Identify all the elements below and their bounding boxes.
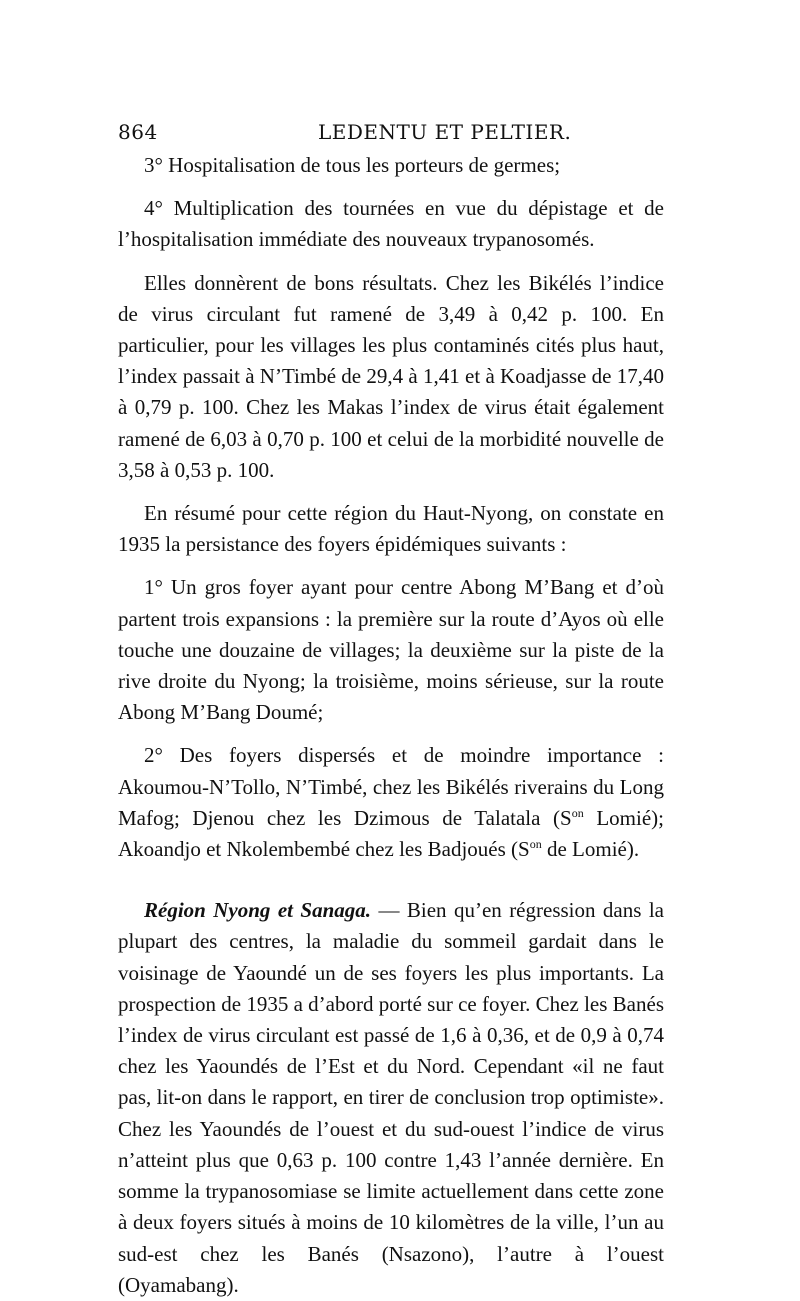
paragraph-resultats: Elles donnèrent de bons résultats. Chez les Bikélés l’indice de virus circulant fut ramené de 3,49 à 0,42 p. 100. En particulier, pour les villages les plus contaminés cités plus haut, l’index passait à N’Timbé de 29,4 à 1,41 et à Koadjasse de 17,40 à 0,79 p. 100. Chez les Makas l’index de virus était également ramené de 6,03 à 0,70 p. 100 et celui de la morbidité nouvelle de 3,58 à 0,53 p. 100. (118, 270, 664, 482)
body-text (118, 150, 664, 1301)
running-head (118, 120, 638, 150)
paragraph-multiplication: 4° Multiplication des tournées en vue du dépistage et de l’hospitalisation immédiate des nouveaux trypanosomés. (118, 196, 664, 252)
superscript: on (571, 805, 584, 820)
paragraph-resume: En résumé pour cette région du Haut-Nyong, on constate en 1935 la persistance des foyers épidémiques suivants : (118, 501, 664, 557)
superscript: on (529, 837, 542, 852)
page-number: 864 (118, 120, 158, 144)
paragraph-nyong-sanaga (118, 895, 664, 1301)
paragraph-gros-foyer: 1° Un gros foyer ayant pour centre Abong M’Bang et d’où partent trois expansions : la première sur la route d’Ayos où elle touche une douzaine de villages; la deuxième sur la piste de la rive droite du Nyong; la troisième, moins sérieuse, sur la route Abong M’Bang Doumé; (118, 575, 664, 725)
running-title: LEDENTU ET PELTIER. (318, 120, 572, 144)
text-segment: Lomié); Akoandjo et Nkolembembé chez les Badjoués (S (118, 805, 664, 862)
paragraph-foyers-disperses (118, 740, 664, 865)
text-segment: 2° Des foyers dispersés et de moindre importance : Akoumou-N’Tollo, N’Timbé, chez les Bikélés riverains du Long Mafog; Djenou chez les Dzimous de Talatala (S (118, 743, 664, 830)
text-segment: de Lomié). (541, 837, 640, 862)
section-title: Région Nyong et Sanaga. (144, 898, 372, 923)
text-segment: — Bien qu’en régression dans la plupart des centres, la maladie du sommeil gardait dans le voisinage de Yaoundé un de ses foyers les plus importants. La prospection de 1935 a d’abord porté sur ce foyer. Chez les Banés l’index de virus circulant est passé de 1,6 à 0,36, et de 0,9 à 0,74 chez les Yaoundés de l’Est et du Nord. Cependant «il ne faut pas, lit-on dans le rapport, en tirer de conclusion trop optimiste». Chez les Yaoundés de l’ouest et du sud-ouest l’indice de virus n’atteint plus que 0,63 p. 100 contre 1,43 l’année dernière. En somme la trypanosomiase se limite actuellement dans cette zone à deux foyers situés à moins de 10 kilomètres de la ville, l’un au sud-est chez les Banés (Nsazono), l’autre à l’ouest (Oyamabang). (118, 898, 664, 1297)
paragraph-hospitalisation: 3° Hospitalisation de tous les porteurs de germes; (144, 153, 561, 177)
